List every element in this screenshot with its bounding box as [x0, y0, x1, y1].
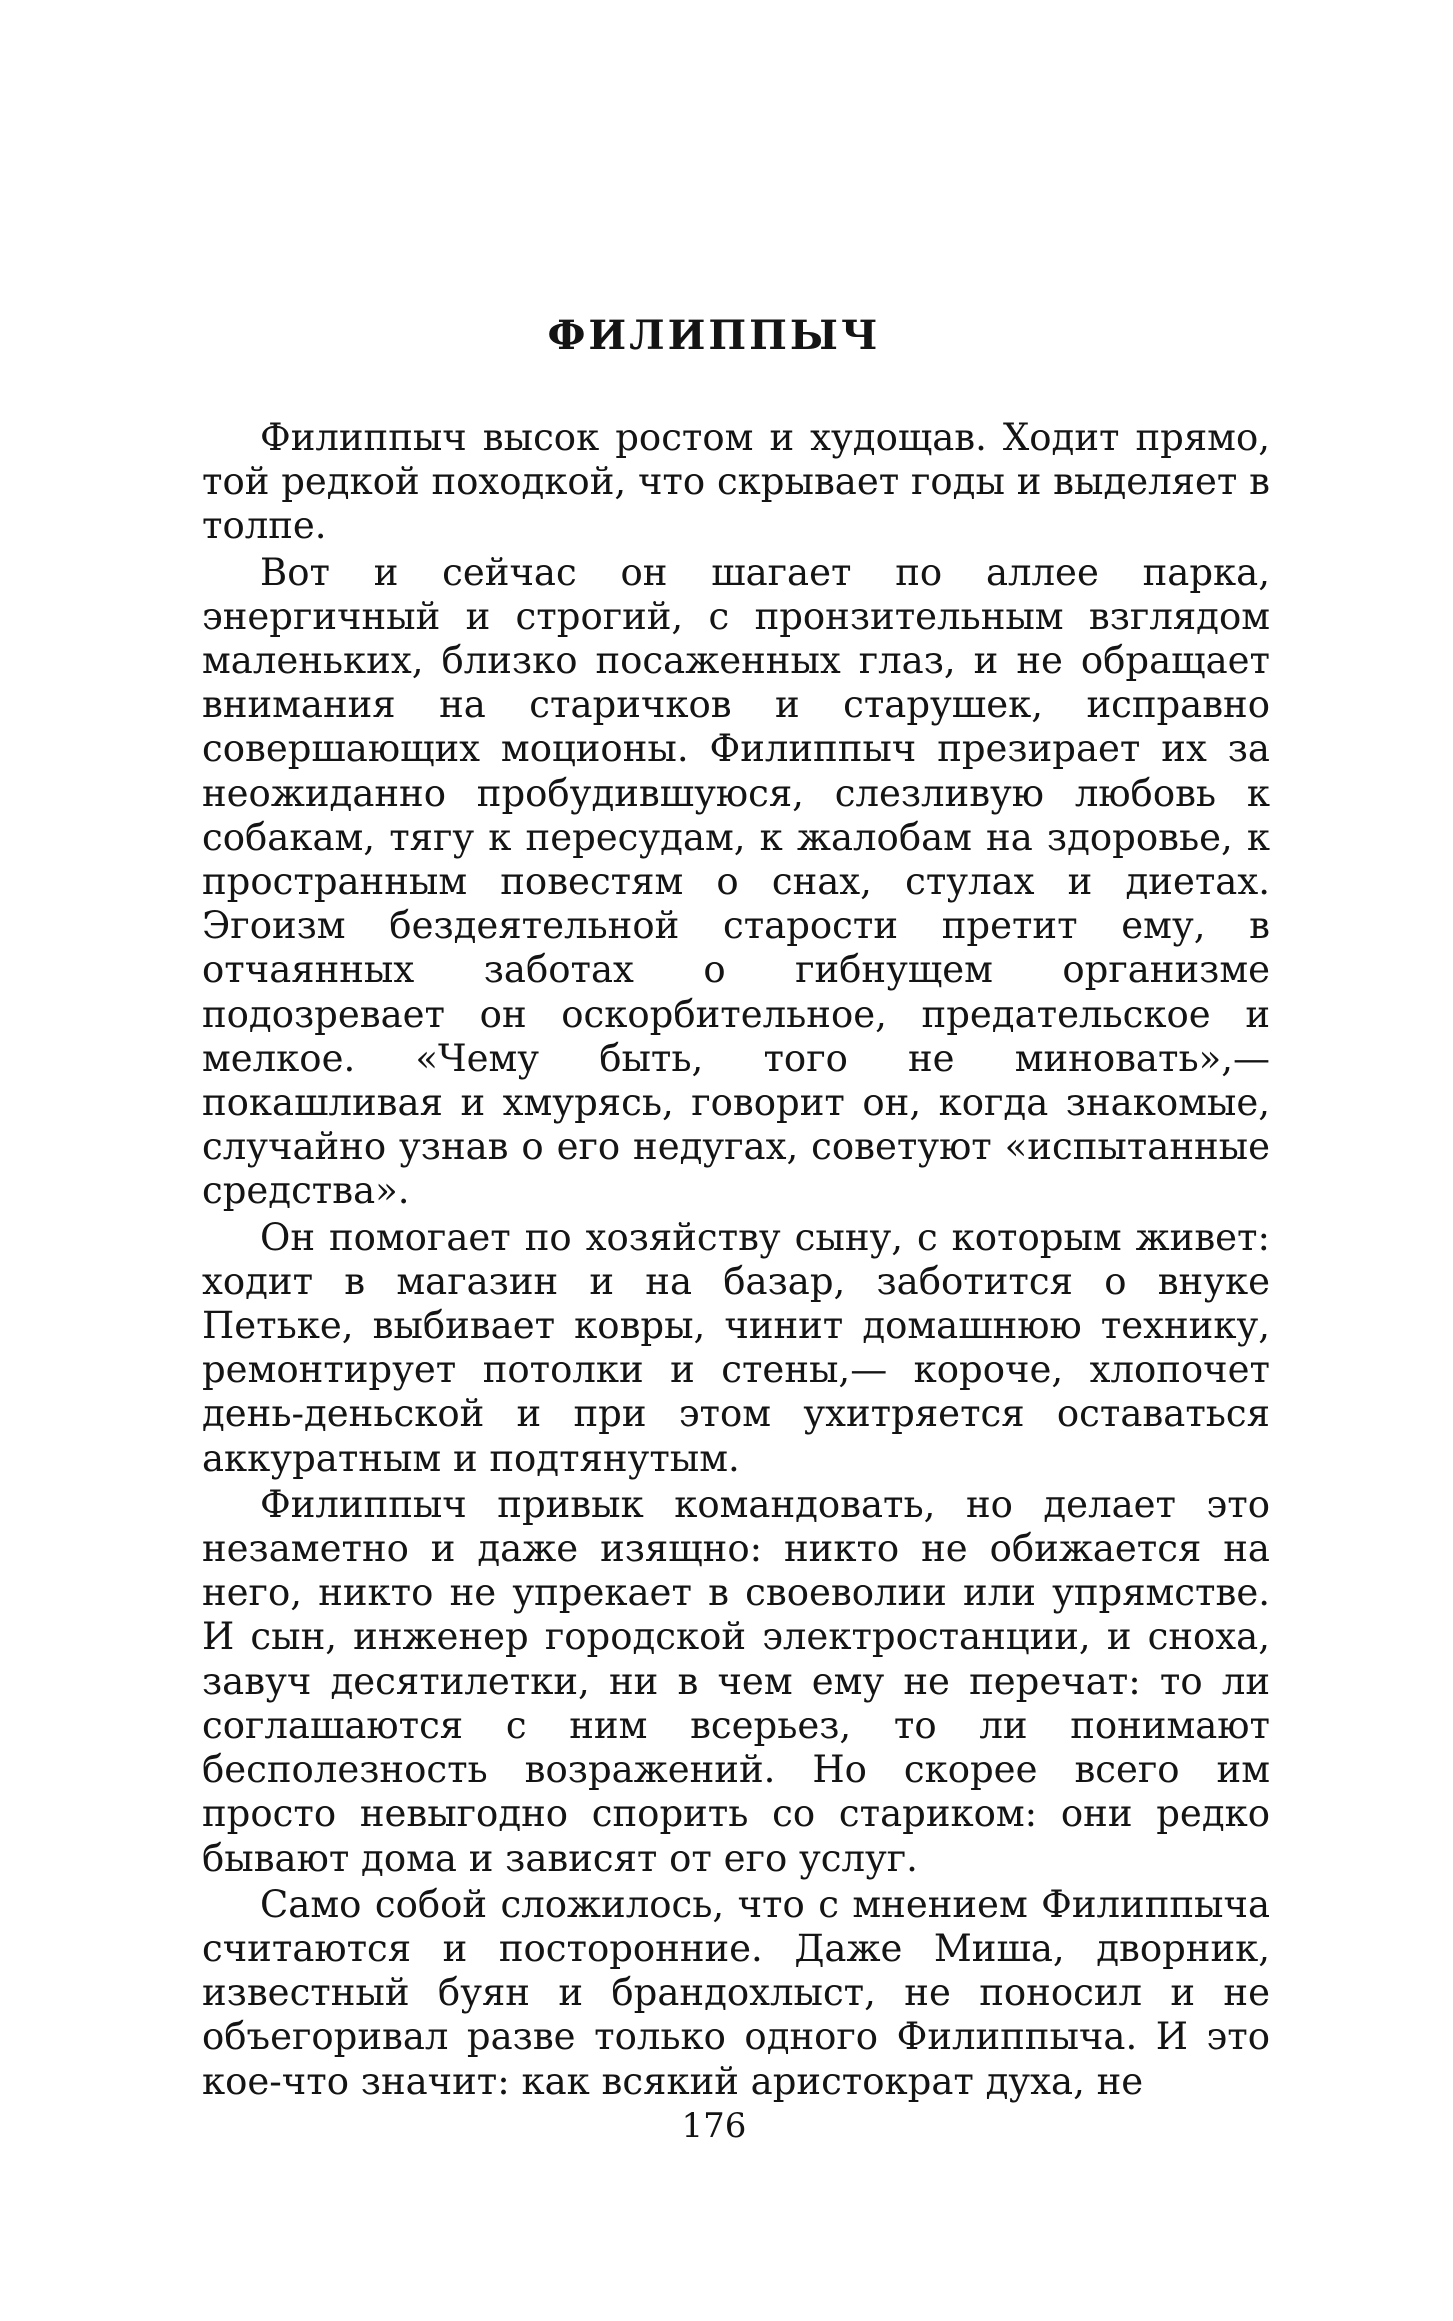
- body-text: [202, 416, 1270, 2104]
- page-number: 176: [681, 2106, 747, 2146]
- paragraph-3: Он помогает по хозяйству сыну, с которым живет: ходит в магазин и на базар, заботится о внуке Петьке, выбивает ковры, чинит домашнюю технику, ремонтирует потолки и стены,— короче, хлопочет день-деньской и при этом ухитряется оставаться аккуратным и подтянутым.: [202, 1215, 1270, 1480]
- paragraph-5: Само собой сложилось, что с мнением Филиппыча считаются и посторонние. Даже Миша, дворник, известный буян и брандохлыст, не поносил и не объегоривал разве только одного Филиппыча. И это кое-что значит: как всякий аристократ духа, не: [202, 1882, 1270, 2103]
- chapter-title: ФИЛИППЫЧ: [547, 312, 881, 359]
- paragraph-4: Филиппыч привык командовать, но делает это незаметно и даже изящно: никто не обижается на него, никто не упрекает в своеволии или упрямстве. И сын, инженер городской электростанции, и сноха, завуч десятилетки, ни в чем ему не перечат: то ли соглашаются с ним всерьез, то ли понимают бесполезность возражений. Но скорее всего им просто невыгодно спорить со стариком: они редко бывают дома и зависят от его услуг.: [202, 1482, 1270, 1880]
- paragraph-1: Филиппыч высок ростом и худощав. Ходит прямо, той редкой походкой, что скрывает годы и выделяет в толпе.: [202, 416, 1270, 548]
- paragraph-2: Вот и сейчас он шагает по аллее парка, энергичный и строгий, с пронзительным взглядом маленьких, близко посаженных глаз, и не обращает внимания на старичков и старушек, исправно совершающих моционы. Филиппыч презирает их за неожиданно пробудившуюся, слезливую любовь к собакам, тягу к пересудам, к жалобам на здоровье, к пространным повестям о снах, стулах и диетах. Эгоизм бездеятельной старости претит ему, в отчаянных заботах о гибнущем организме подозревает он оскорбительное, предательское и мелкое. «Чему быть, того не миновать»,— покашливая и хмурясь, говорит он, когда знакомые, случайно узнав о его недугах, советуют «испытанные средства».: [202, 550, 1270, 1213]
